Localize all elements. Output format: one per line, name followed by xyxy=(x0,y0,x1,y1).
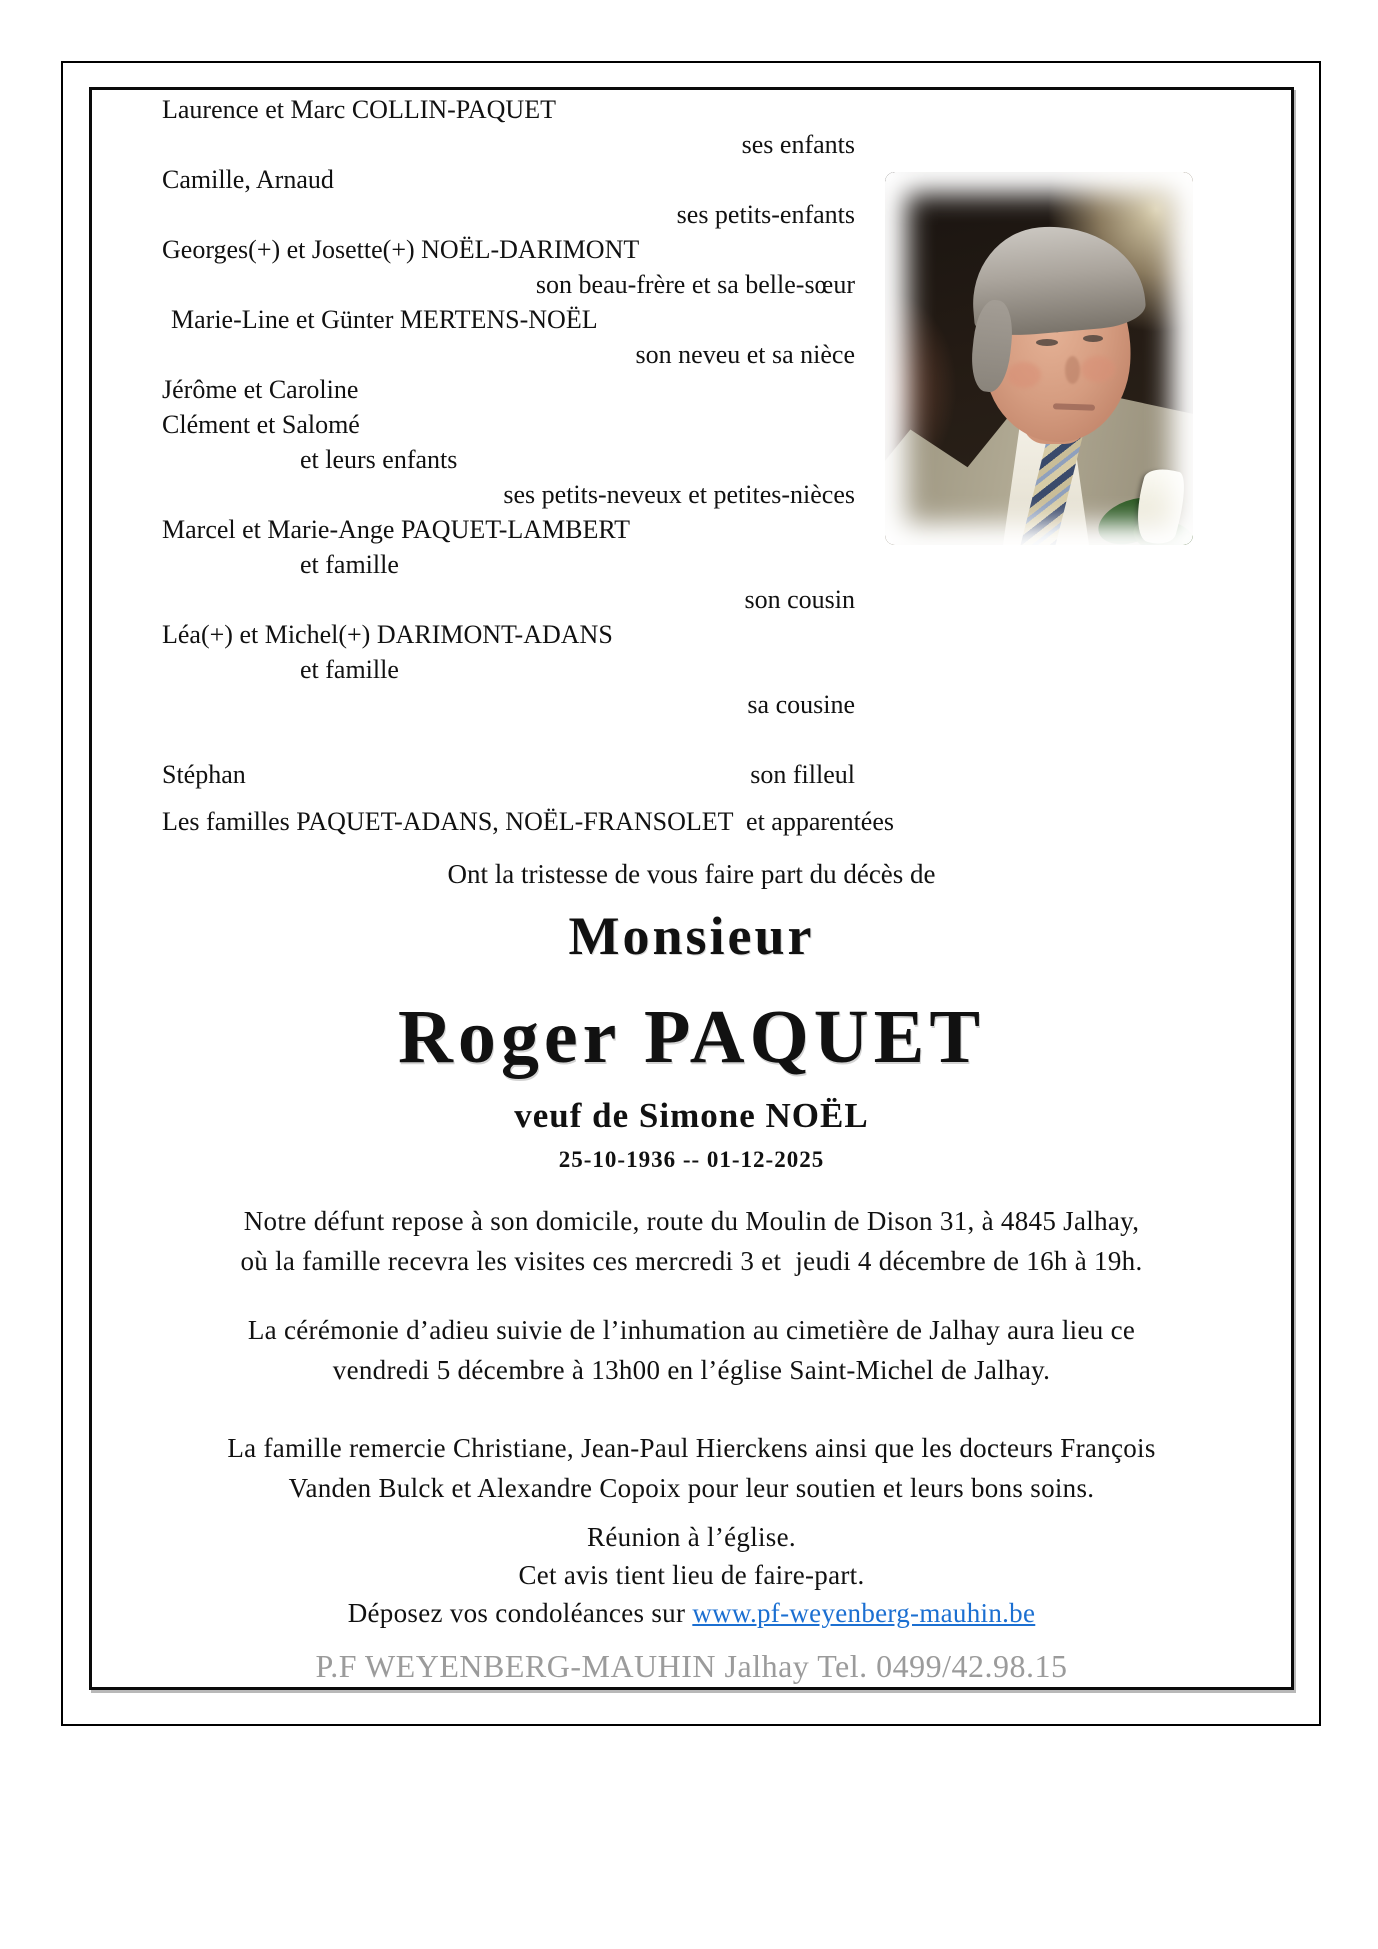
paragraph-line: La famille remercie Christiane, Jean-Paul Hierckens ainsi que les docteurs François xyxy=(227,1433,1156,1463)
paragraph-line: Vanden Bulck et Alexandre Copoix pour leur soutien et leurs bons soins. xyxy=(288,1473,1095,1503)
relationship-label: son filleul xyxy=(750,760,855,789)
body-paragraph xyxy=(92,1310,1291,1390)
family-line: ses petits-neveux et petites-nièces xyxy=(503,480,855,509)
deceased-subtitle: veuf de Simone NOËL xyxy=(514,1096,869,1135)
family-line: Clément et Salomé xyxy=(162,410,360,439)
family-line: ses petits-enfants xyxy=(676,200,855,229)
family-line xyxy=(92,722,1291,757)
body-paragraph xyxy=(92,1428,1291,1508)
family-line-pair xyxy=(162,757,855,792)
paragraph-line: Notre défunt repose à son domicile, route du Moulin de Dison 31, à 4845 Jalhay, xyxy=(243,1206,1140,1236)
deceased-title: Monsieur xyxy=(568,906,815,966)
deceased-name: Roger PAQUET xyxy=(397,995,986,1079)
announcement-block xyxy=(92,859,1291,1686)
family-line: Jérôme et Caroline xyxy=(162,375,359,404)
paragraph-line: vendredi 5 décembre à 13h00 en l’église Saint-Michel de Jalhay. xyxy=(332,1355,1051,1385)
condolences-prefix: Déposez vos condoléances sur xyxy=(347,1598,693,1628)
family-line: Léa(+) et Michel(+) DARIMONT-ADANS xyxy=(162,620,613,649)
family-line: Les familles PAQUET-ADANS, NOËL-FRANSOLET et apparentées xyxy=(162,807,894,836)
family-line: Camille, Arnaud xyxy=(162,165,334,194)
funeral-home-footer: P.F WEYENBERG-MAUHIN Jalhay Tel. 0499/42.98.15 xyxy=(315,1648,1068,1684)
family-line: et famille xyxy=(300,550,399,579)
paragraph-line: La cérémonie d’adieu suivie de l’inhumation au cimetière de Jalhay aura lieu ce xyxy=(247,1315,1136,1345)
announcement-intro: Ont la tristesse de vous faire part du décès de xyxy=(447,859,936,889)
body-paragraph xyxy=(92,1201,1291,1281)
photo-feathered-edge xyxy=(885,172,1193,545)
deceased-portrait-photo xyxy=(885,172,1193,545)
family-line: Marie-Line et Günter MERTENS-NOËL xyxy=(171,305,598,334)
closing-avis: Cet avis tient lieu de faire-part. xyxy=(518,1560,865,1590)
family-member: Stéphan xyxy=(162,760,246,789)
family-line: Georges(+) et Josette(+) NOËL-DARIMONT xyxy=(162,235,640,264)
family-line: son neveu et sa nièce xyxy=(635,340,855,369)
family-line: Laurence et Marc COLLIN-PAQUET xyxy=(162,95,556,124)
closing-reunion: Réunion à l’église. xyxy=(587,1522,796,1552)
paragraph-line: où la famille recevra les visites ces mercredi 3 et jeudi 4 décembre de 16h à 19h. xyxy=(240,1246,1143,1276)
condolences-link[interactable]: www.pf-weyenberg-mauhin.be xyxy=(692,1598,1036,1628)
family-line: sa cousine xyxy=(747,690,855,719)
family-line: ses enfants xyxy=(741,130,855,159)
birth-death-dates: 25-10-1936 -- 01-12-2025 xyxy=(558,1147,825,1172)
family-line: et leurs enfants xyxy=(300,445,458,474)
family-line: son beau-frère et sa belle-sœur xyxy=(535,270,855,299)
body-paragraphs xyxy=(92,1201,1291,1508)
condolences-line xyxy=(92,1594,1291,1632)
family-line: Marcel et Marie-Ange PAQUET-LAMBERT xyxy=(162,515,631,544)
family-line: et famille xyxy=(300,655,399,684)
family-line: son cousin xyxy=(744,585,855,614)
